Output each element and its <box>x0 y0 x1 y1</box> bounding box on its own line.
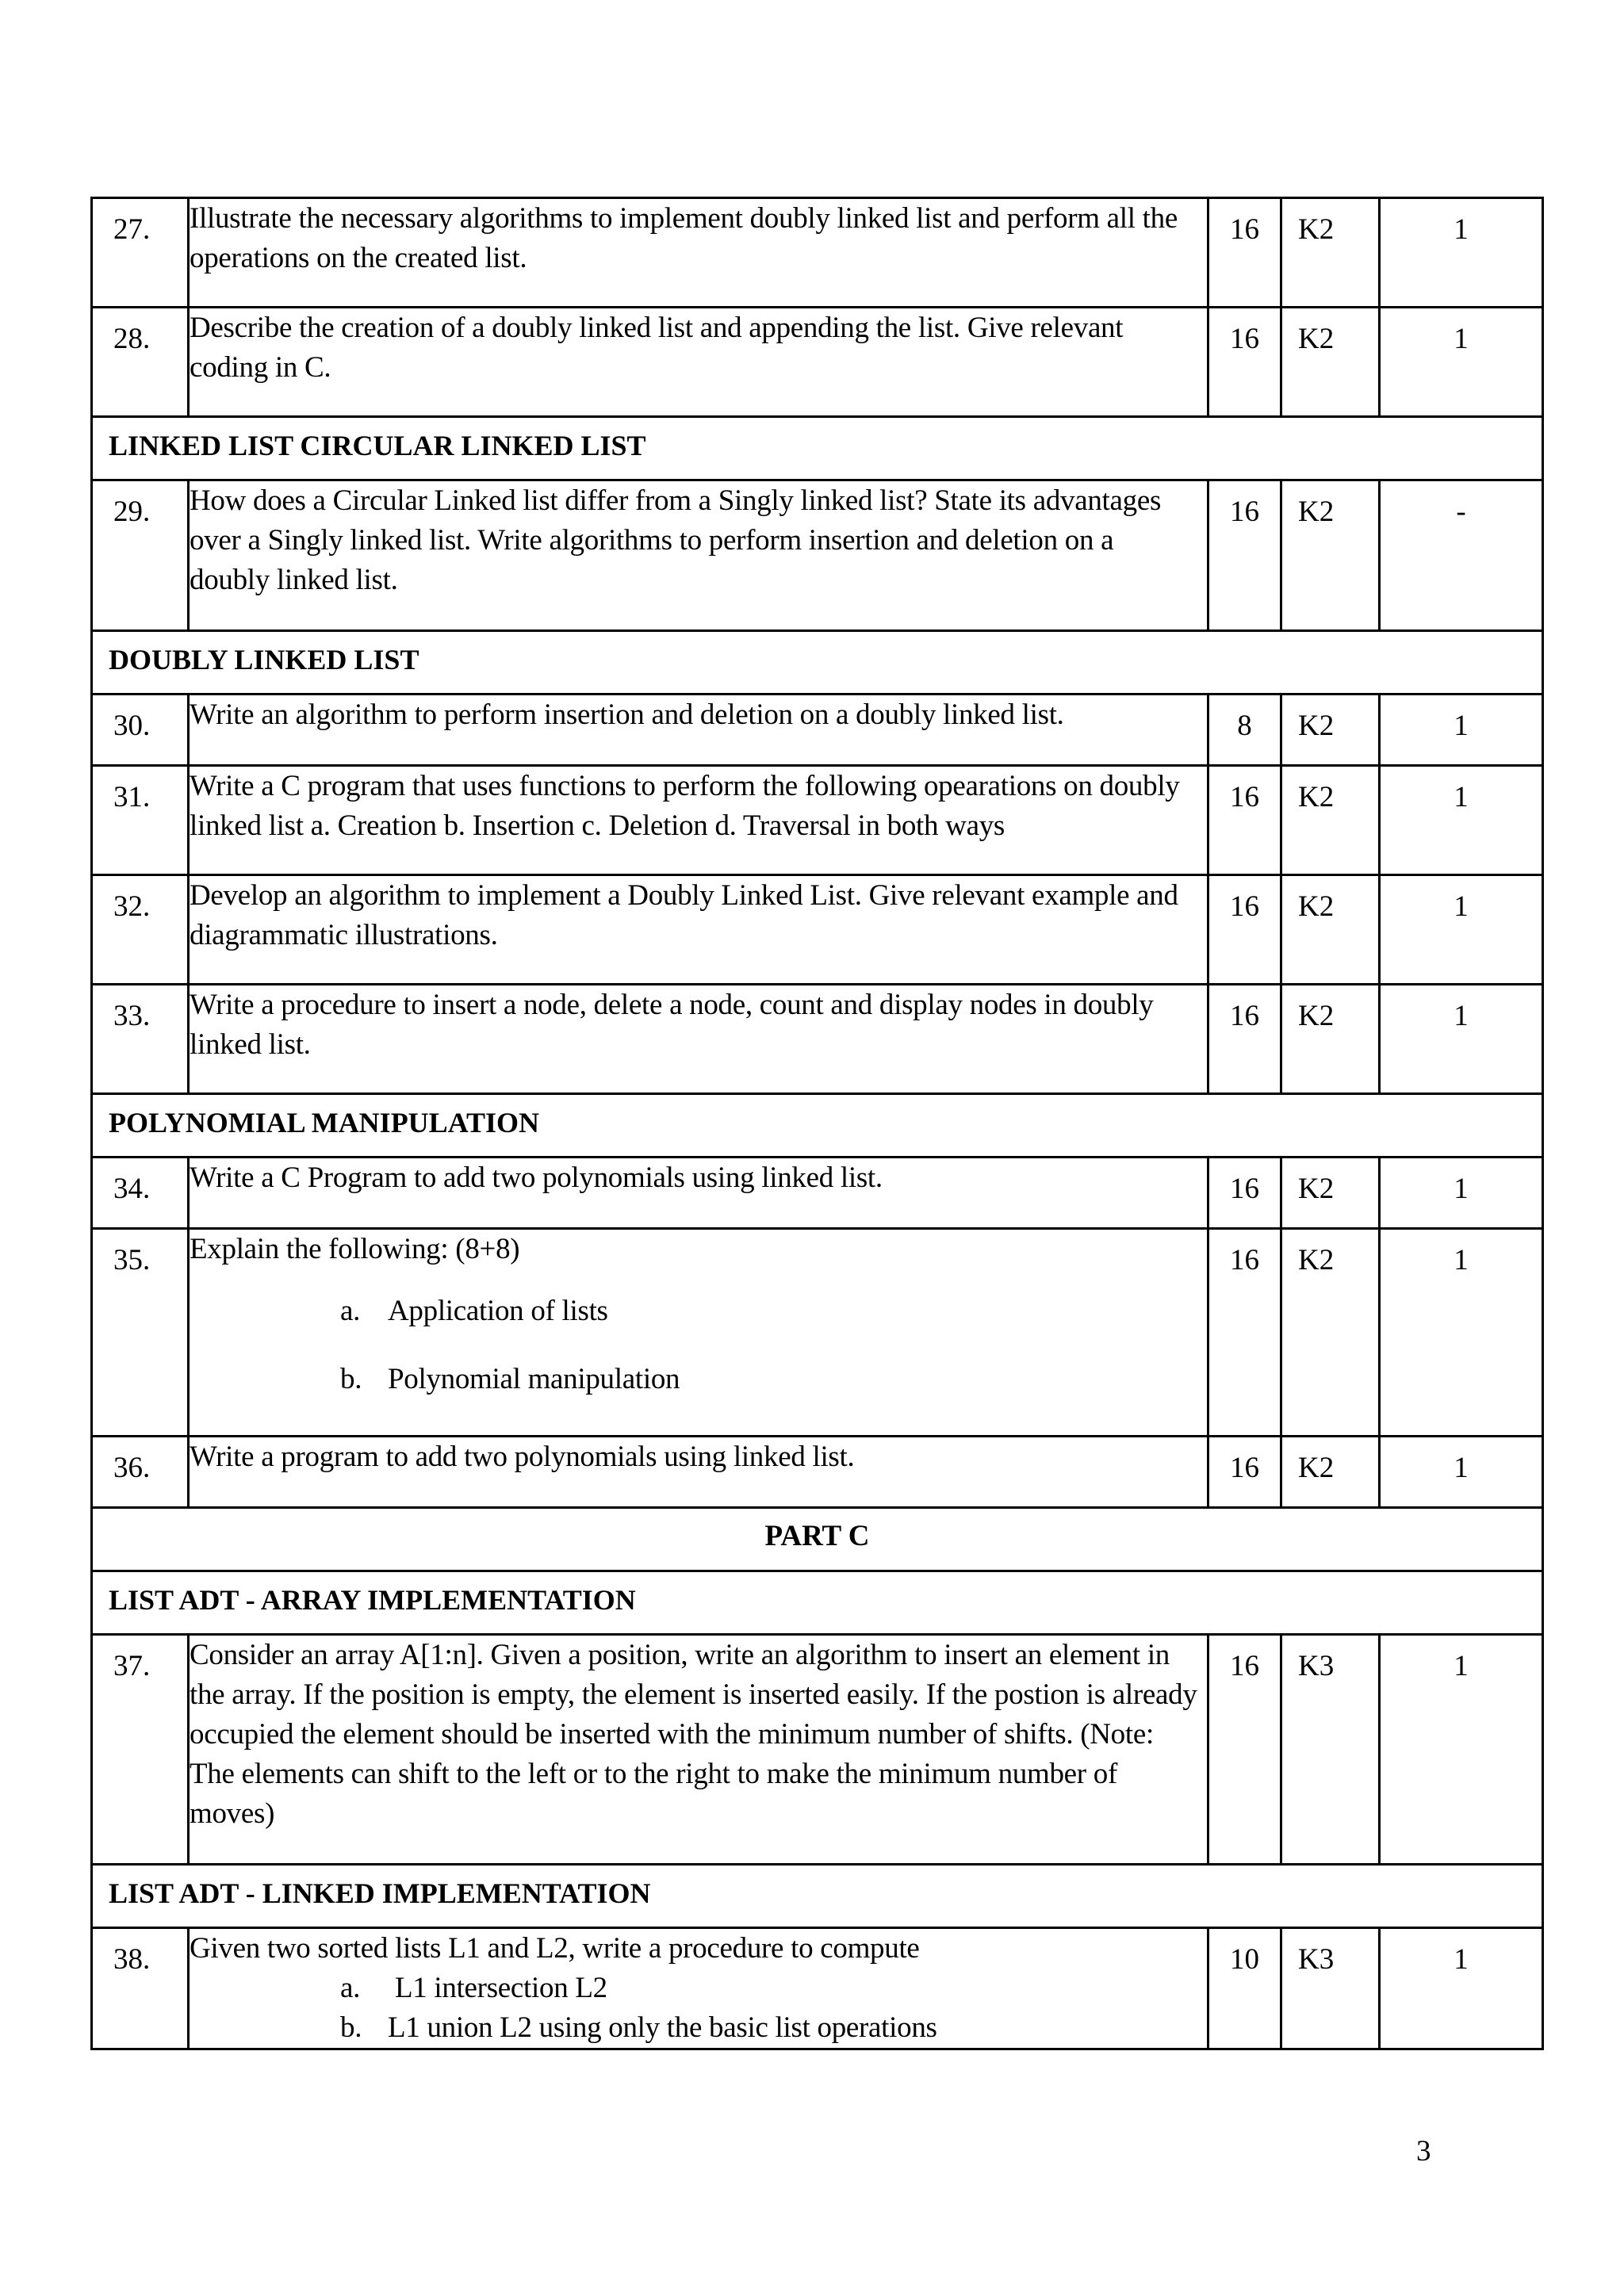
section-heading-row <box>92 631 1543 695</box>
sub-question-text: Polynomial manipulation <box>388 1363 680 1395</box>
knowledge-level-cell: K2 <box>1281 766 1380 875</box>
sub-question-label: a. <box>340 1295 361 1327</box>
question-row <box>92 1229 1543 1437</box>
marks-cell: 16 <box>1208 308 1281 417</box>
sub-question-list <box>190 1969 1199 2048</box>
question-row <box>92 480 1543 631</box>
course-outcome-cell: 1 <box>1380 985 1543 1094</box>
course-outcome-cell: 1 <box>1380 198 1543 308</box>
sub-question-text: L1 union L2 using only the basic list operations <box>388 2011 937 2044</box>
question-row <box>92 1437 1543 1508</box>
question-cell <box>189 308 1208 417</box>
marks-cell: 16 <box>1208 875 1281 985</box>
question-row <box>92 308 1543 417</box>
question-table-body <box>92 198 1543 2049</box>
question-number: 32. <box>92 875 189 985</box>
section-heading-row <box>92 1094 1543 1158</box>
question-text: Describe the creation of a doubly linked list and appending the list. Give relevant coding in C. <box>190 312 1124 384</box>
knowledge-level-cell: K2 <box>1281 1437 1380 1508</box>
marks-cell: 16 <box>1208 198 1281 308</box>
question-number: 36. <box>92 1437 189 1508</box>
sub-question <box>190 1277 1199 1345</box>
course-outcome-cell: 1 <box>1380 308 1543 417</box>
question-cell <box>189 1635 1208 1865</box>
section-heading: LINKED LIST CIRCULAR LINKED LIST <box>92 417 1543 480</box>
question-table <box>90 197 1544 2050</box>
question-text: Illustrate the necessary algorithms to implement doubly linked list and perform all the operations on the created list. <box>190 202 1178 274</box>
question-cell <box>189 985 1208 1094</box>
course-outcome-cell: - <box>1380 480 1543 631</box>
question-cell <box>189 198 1208 308</box>
question-number: 37. <box>92 1635 189 1865</box>
sub-question <box>190 1969 1199 2008</box>
question-row <box>92 695 1543 766</box>
course-outcome-cell: 1 <box>1380 1928 1543 2049</box>
question-cell <box>189 480 1208 631</box>
question-number: 38. <box>92 1928 189 2049</box>
question-number: 31. <box>92 766 189 875</box>
sub-question-label: b. <box>340 1363 362 1395</box>
question-text: Write a C program that uses functions to perform the following opearations on doubly linked list a. Creation b. Insertion c. Deletion d. Traversal in both ways <box>190 770 1180 842</box>
question-row <box>92 766 1543 875</box>
marks-cell: 16 <box>1208 1635 1281 1865</box>
question-text: Consider an array A[1:n]. Given a position, write an algorithm to insert an element in the array. If the position is empty, the element is inserted easily. If the postion is already occupied the element should be inserted with the minimum number of shifts. (Note: The elements can shift to the left or to the right to make the minimum number of moves) <box>190 1639 1197 1830</box>
question-text: Write a procedure to insert a node, delete a node, count and display nodes in doubly linked list. <box>190 989 1154 1061</box>
course-outcome-cell: 1 <box>1380 1635 1543 1865</box>
knowledge-level-cell: K2 <box>1281 695 1380 766</box>
section-heading: LIST ADT - ARRAY IMPLEMENTATION <box>92 1571 1543 1635</box>
knowledge-level-cell: K3 <box>1281 1635 1380 1865</box>
question-cell <box>189 695 1208 766</box>
sub-question-text: L1 intersection L2 <box>388 1972 607 2004</box>
sub-question-label: a. <box>340 1972 361 2004</box>
knowledge-level-cell: K2 <box>1281 875 1380 985</box>
course-outcome-cell: 1 <box>1380 766 1543 875</box>
section-heading: POLYNOMIAL MANIPULATION <box>92 1094 1543 1158</box>
section-heading: DOUBLY LINKED LIST <box>92 631 1543 695</box>
marks-cell: 16 <box>1208 985 1281 1094</box>
page-number: 3 <box>1416 2135 1431 2168</box>
question-cell <box>189 875 1208 985</box>
question-row <box>92 1635 1543 1865</box>
question-text: Explain the following: (8+8) <box>190 1233 520 1265</box>
course-outcome-cell: 1 <box>1380 695 1543 766</box>
question-text: How does a Circular Linked list differ from a Singly linked list? State its advantages over a Singly linked list. Write algorithms to perform insertion and deletion on a doubly linked list. <box>190 484 1162 596</box>
sub-question-list <box>190 1277 1199 1414</box>
knowledge-level-cell: K2 <box>1281 1229 1380 1437</box>
course-outcome-cell: 1 <box>1380 1158 1543 1229</box>
question-cell <box>189 1229 1208 1437</box>
question-number: 34. <box>92 1158 189 1229</box>
marks-cell: 10 <box>1208 1928 1281 2049</box>
question-cell <box>189 1437 1208 1508</box>
question-text: Write a C Program to add two polynomials using linked list. <box>190 1161 883 1194</box>
question-text: Develop an algorithm to implement a Doubly Linked List. Give relevant example and diagrammatic illustrations. <box>190 879 1178 951</box>
marks-cell: 16 <box>1208 1229 1281 1437</box>
knowledge-level-cell: K2 <box>1281 198 1380 308</box>
question-number: 28. <box>92 308 189 417</box>
question-row <box>92 198 1543 308</box>
sub-question <box>190 1345 1199 1414</box>
knowledge-level-cell: K2 <box>1281 1158 1380 1229</box>
section-heading-row <box>92 1571 1543 1635</box>
sub-question-text: Application of lists <box>388 1295 608 1327</box>
marks-cell: 8 <box>1208 695 1281 766</box>
knowledge-level-cell: K2 <box>1281 308 1380 417</box>
section-heading-row <box>92 417 1543 480</box>
marks-cell: 16 <box>1208 1158 1281 1229</box>
knowledge-level-cell: K2 <box>1281 985 1380 1094</box>
knowledge-level-cell: K2 <box>1281 480 1380 631</box>
question-text: Given two sorted lists L1 and L2, write a procedure to compute <box>190 1932 920 1965</box>
section-heading-row <box>92 1865 1543 1928</box>
marks-cell: 16 <box>1208 766 1281 875</box>
sub-question-label: b. <box>340 2011 362 2044</box>
question-text: Write a program to add two polynomials using linked list. <box>190 1441 855 1473</box>
question-row <box>92 1928 1543 2049</box>
knowledge-level-cell: K3 <box>1281 1928 1380 2049</box>
section-heading: LIST ADT - LINKED IMPLEMENTATION <box>92 1865 1543 1928</box>
course-outcome-cell: 1 <box>1380 1437 1543 1508</box>
question-number: 30. <box>92 695 189 766</box>
course-outcome-cell: 1 <box>1380 875 1543 985</box>
course-outcome-cell: 1 <box>1380 1229 1543 1437</box>
question-cell <box>189 1928 1208 2049</box>
sub-question <box>190 2008 1199 2048</box>
question-row <box>92 1158 1543 1229</box>
question-number: 35. <box>92 1229 189 1437</box>
question-number: 27. <box>92 198 189 308</box>
part-heading: PART C <box>92 1508 1543 1571</box>
question-cell <box>189 766 1208 875</box>
marks-cell: 16 <box>1208 480 1281 631</box>
part-heading-row <box>92 1508 1543 1571</box>
question-text: Write an algorithm to perform insertion and deletion on a doubly linked list. <box>190 698 1064 731</box>
question-row <box>92 985 1543 1094</box>
marks-cell: 16 <box>1208 1437 1281 1508</box>
question-cell <box>189 1158 1208 1229</box>
question-row <box>92 875 1543 985</box>
question-number: 29. <box>92 480 189 631</box>
question-number: 33. <box>92 985 189 1094</box>
